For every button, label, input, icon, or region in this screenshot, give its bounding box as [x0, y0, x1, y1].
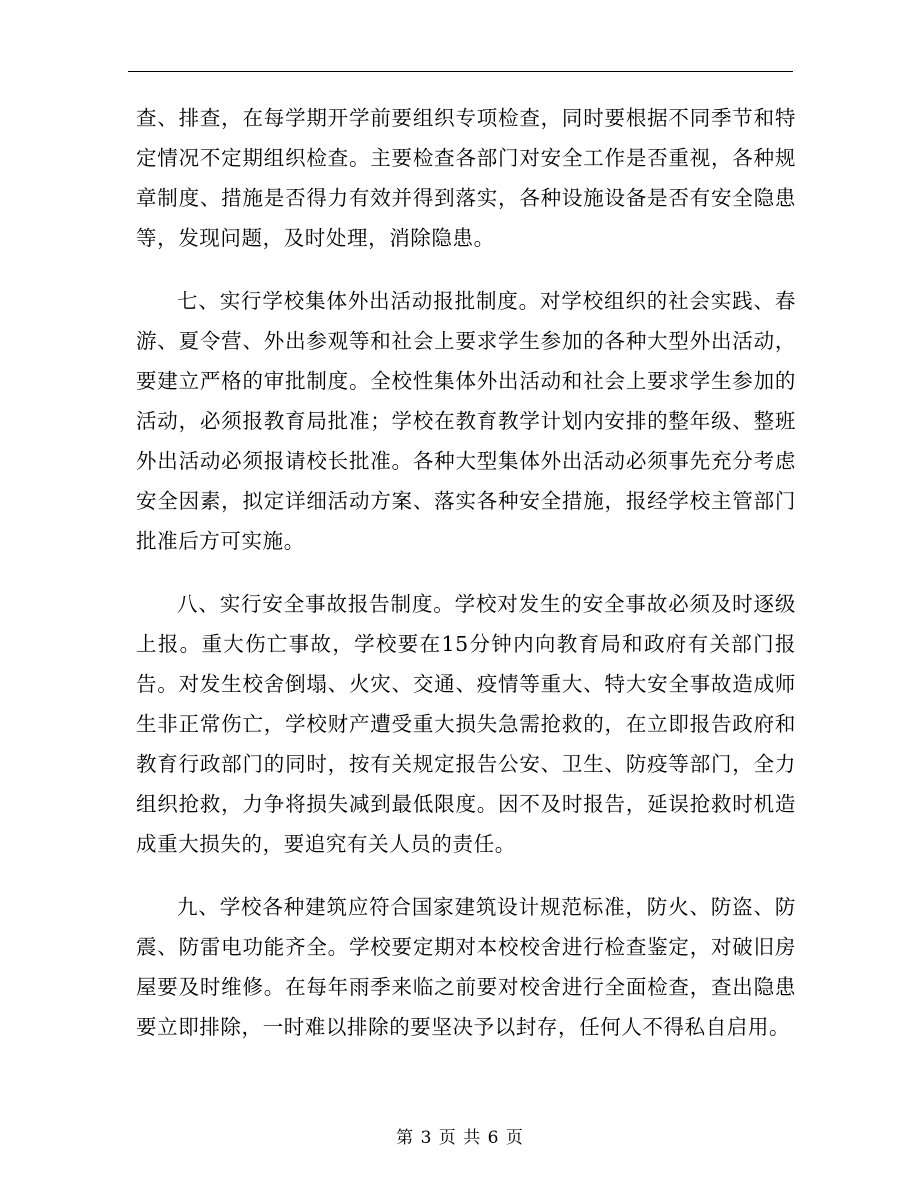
document-body	[136, 98, 796, 1070]
paragraph-seven: 七、实行学校集体外出活动报批制度。对学校组织的社会实践、春游、夏令营、外出参观等和社会上要求学生参加的各种大型外出活动，要建立严格的审批制度。全校性集体外出活动和社会上要求学生参加的活动，必须报教育局批准；学校在教育教学计划内安排的整年级、整班外出活动必须报请校长批准。各种大型集体外出活动必须事先充分考虑安全因素，拟定详细活动方案、落实各种安全措施，报经学校主管部门批准后方可实施。	[136, 289, 796, 553]
paragraph-nine: 九、学校各种建筑应符合国家建筑设计规范标准，防火、防盗、防震、防雷电功能齐全。学校要定期对本校校舍进行检查鉴定，对破旧房屋要及时维修。在每年雨季来临之前要对校舍进行全面检查，查出隐患要立即排除，一时难以排除的要坚决予以封存，任何人不得私自启用。	[136, 895, 796, 1039]
paragraph-continuation: 查、排查，在每学期开学前要组织专项检查，同时要根据不同季节和特定情况不定期组织检查。主要检查各部门对安全工作是否重视，各种规章制度、措施是否得力有效并得到落实，各种设施设备是否有安全隐患等，发现问题，及时处理，消除隐患。	[136, 106, 796, 250]
header-rule	[128, 71, 793, 72]
page-number-footer: 第 3 页 共 6 页	[396, 1128, 524, 1148]
paragraph-eight: 八、实行安全事故报告制度。学校对发生的安全事故必须及时逐级上报。重大伤亡事故，学校要在15分钟内向教育局和政府有关部门报告。对发生校舍倒塌、火灾、交通、疫情等重大、特大安全事故造成师生非正常伤亡，学校财产遭受重大损失急需抢救的，在立即报告政府和教育行政部门的同时，按有关规定报告公安、卫生、防疫等部门，全力组织抢救，力争将损失减到最低限度。因不及时报告，延误抢救时机造成重大损失的，要追究有关人员的责任。	[136, 592, 796, 856]
